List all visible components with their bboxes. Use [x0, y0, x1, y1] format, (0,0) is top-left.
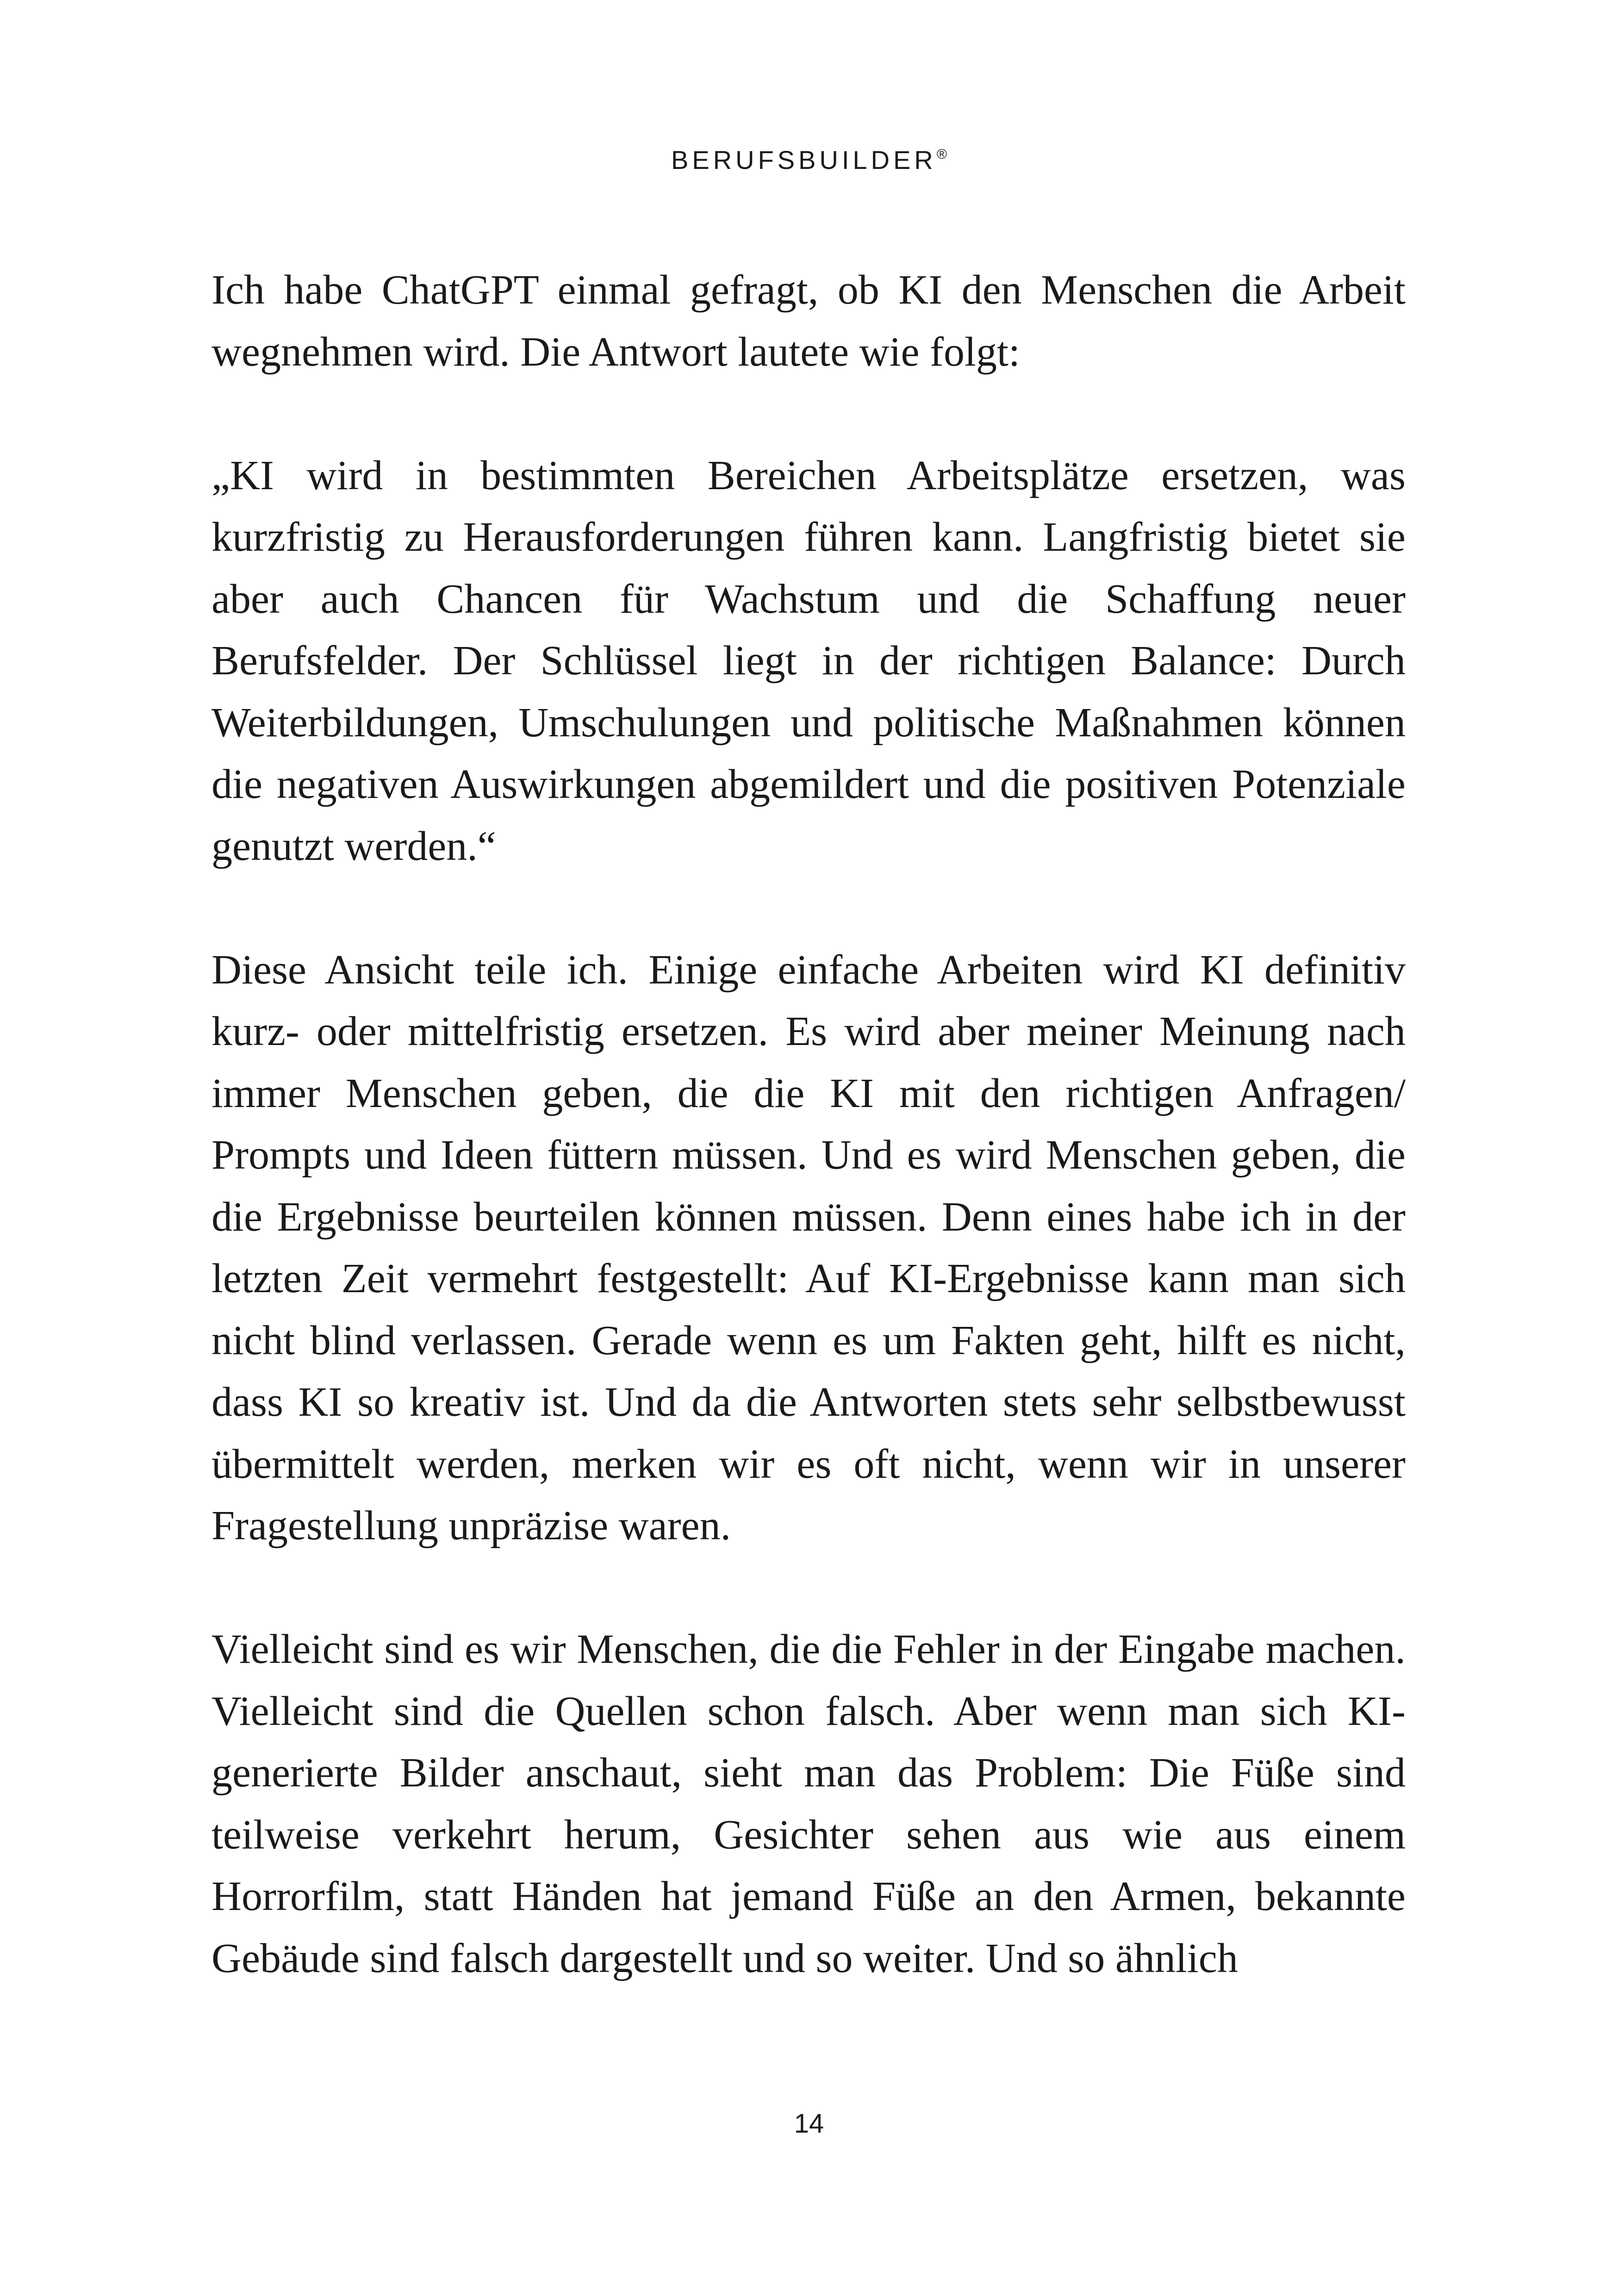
book-title: BERUFSBUILDER — [671, 145, 937, 174]
paragraph-continuation: Vielleicht sind es wir Menschen, die die Fehler in der Eingabe machen. Vielleicht sind die Quellen schon falsch. Aber wenn man sich KI-generierte Bilder anschaut, sieht man das Problem: Die Füße sind teilweise verkehrt herum, Gesichter sehen aus wie aus einem Horrorfilm, statt Händen hat jemand Füße an den Armen, bekannte Gebäude sind falsch dargestellt und so weiter. Und so ähnlich — [212, 1626, 1406, 1981]
body-text — [212, 259, 1406, 1989]
registered-mark: ® — [936, 147, 947, 162]
paragraph-quote: „KI wird in bestimmten Bereichen Arbeitsplätze ersetzen, was kurzfristig zu Herausforderungen führen kann. Langfristig bietet sie aber auch Chancen für Wachstum und die Schaffung neuer Berufsfelder. Der Schlüssel liegt in der richtigen Balance: Durch Weiterbildungen, Umschulungen und politische Maßnahmen können die negativen Auswirkungen abgemildert und die positiven Potenziale genutzt werden.“ — [212, 452, 1406, 869]
page-number: 14 — [794, 2109, 824, 2139]
paragraph-intro: Ich habe ChatGPT einmal gefragt, ob KI den Menschen die Arbeit wegnehmen wird. Die Antwort lautete wie folgt: — [212, 267, 1406, 375]
paragraph-opinion: Diese Ansicht teile ich. Einige einfache Arbeiten wird KI definitiv kurz- oder mittelfristig ersetzen. Es wird aber meiner Meinung nach immer Menschen geben, die die KI mit den richtigen Anfragen/ Prompts und Ideen füttern müssen. Und es wird Menschen geben, die die Ergebnisse beurteilen können müssen. Denn eines habe ich in der letzten Zeit vermehrt festgestellt: Auf KI-Ergebnisse kann man sich nicht blind verlassen. Gerade wenn es um Fakten geht, hilft es nicht, dass KI so kreativ ist. Und da die Antworten stets sehr selbstbewusst übermittelt werden, merken wir es oft nicht, wenn wir in unserer Fragestellung unpräzise waren. — [212, 946, 1406, 1549]
running-header — [0, 147, 1618, 173]
